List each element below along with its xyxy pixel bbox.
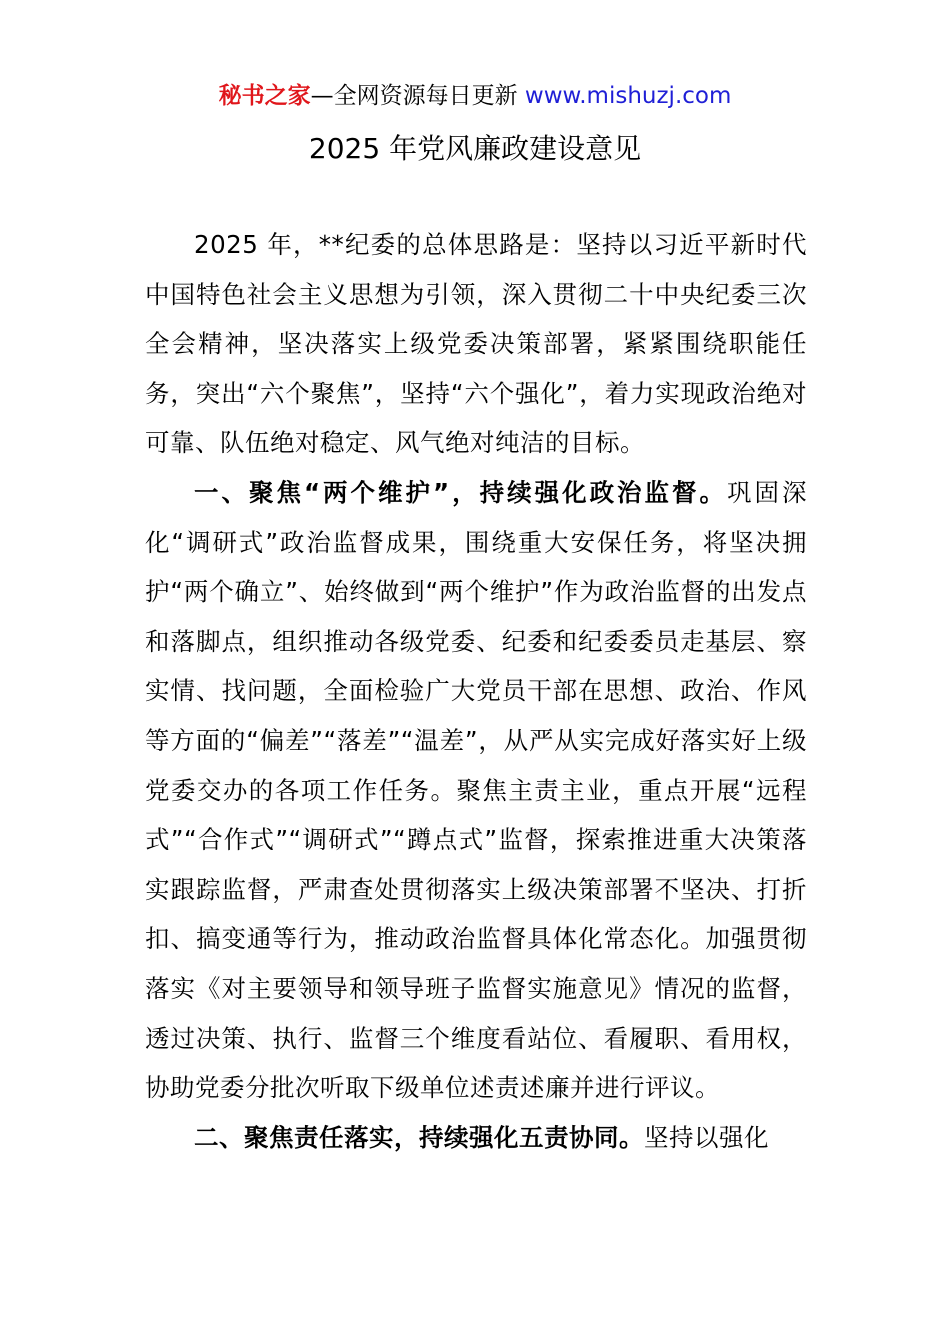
section-heading: 二、聚焦责任落实，持续强化五责协同。 <box>194 1122 644 1152</box>
section-heading: 一、聚焦“两个维护”，持续强化政治监督。 <box>194 477 728 507</box>
paragraph-text: 坚持以强化 <box>644 1122 769 1152</box>
paragraph-section-2 <box>145 1113 807 1163</box>
paragraph-text: 2025 年，**纪委的总体思路是：坚持以习近平新时代中国特色社会主义思想为引领，深入贯彻二十中央纪委三次全会精神，坚决落实上级党委决策部署，紧紧围绕职能任务，突出“六个聚焦”，坚持“六个强化”，着力实现政治绝对可靠、队伍绝对稳定、风气绝对纯洁的目标。 <box>145 230 807 458</box>
paragraph-section-1 <box>145 468 807 1113</box>
site-tagline: —全网资源每日更新 <box>310 83 518 109</box>
document-title: 2025 年党风廉政建设意见 <box>308 132 642 165</box>
site-header <box>0 80 950 112</box>
paragraph-intro <box>145 220 807 468</box>
paragraph-text: 巩固深化“调研式”政治监督成果，围绕重大安保任务，将坚决拥护“两个确立”、始终做到“两个维护”作为政治监督的出发点和落脚点，组织推动各级党委、纪委和纪委委员走基层、察实情、找问题，全面检验广大党员干部在思想、政治、作风等方面的“偏差”“落差”“温差”，从严从实完成好落实好上级党委交办的各项工作任务。聚焦主责主业，重点开展“远程式”“合作式”“调研式”“蹲点式”监督，探索推进重大决策落实跟踪监督，严肃查处贯彻落实上级决策部署不坚决、打折扣、搞变通等行为，推动政治监督具体化常态化。加强贯彻落实《对主要领导和领导班子监督实施意见》情况的监督，透过决策、执行、监督三个维度看站位、看履职、看用权，协助党委分批次听取下级单位述责述廉并进行评议。 <box>145 477 808 1103</box>
document-body <box>145 220 807 1162</box>
site-name: 秘书之家 <box>218 83 311 109</box>
site-url-link[interactable]: www.mishuzj.com <box>524 83 732 109</box>
